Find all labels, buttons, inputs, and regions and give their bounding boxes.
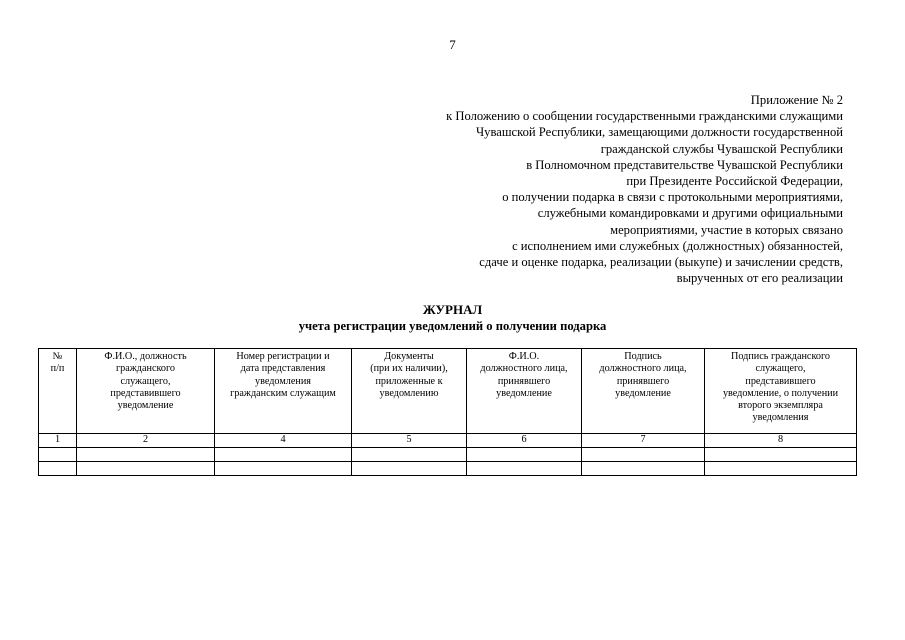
table-cell bbox=[467, 448, 582, 462]
table-cell bbox=[39, 448, 77, 462]
appendix-line: служебными командировками и другими официальными bbox=[537, 206, 843, 221]
journal-table bbox=[38, 348, 857, 476]
appendix-line: Приложение № 2 bbox=[750, 93, 843, 107]
appendix-line: с исполнением ими служебных (должностных) обязанностей, bbox=[512, 238, 843, 253]
appendix-line: к Положению о сообщении государственными гражданскими служащими bbox=[446, 109, 843, 124]
table-cell bbox=[467, 462, 582, 476]
table-cell bbox=[705, 462, 857, 476]
table-cell bbox=[582, 462, 705, 476]
table-cell bbox=[705, 448, 857, 462]
table-cell bbox=[77, 462, 215, 476]
appendix-line: вырученных от его реализации bbox=[676, 271, 843, 286]
table-header-row bbox=[39, 349, 857, 434]
header-cell-employee: Ф.И.О., должность гражданского служащего, представившего уведомление bbox=[77, 349, 215, 434]
header-cell-documents: Документы (при их наличии), приложенные к уведомлению bbox=[352, 349, 467, 434]
table-cell bbox=[39, 462, 77, 476]
header-cell-number: № п/п bbox=[39, 349, 77, 434]
appendix-line: сдаче и оценке подарка, реализации (выкупе) и зачислении средств, bbox=[479, 255, 843, 270]
column-number: 7 bbox=[582, 434, 705, 448]
table-cell bbox=[215, 448, 352, 462]
column-number: 2 bbox=[77, 434, 215, 448]
journal-subtitle: учета регистрации уведомлений о получении подарка bbox=[298, 319, 607, 333]
appendix-heading bbox=[323, 92, 843, 286]
column-number-row bbox=[39, 434, 857, 448]
header-cell-official: Ф.И.О. должностного лица, принявшего уведомление bbox=[467, 349, 582, 434]
column-number: 5 bbox=[352, 434, 467, 448]
table-cell bbox=[215, 462, 352, 476]
table-cell bbox=[77, 448, 215, 462]
header-cell-registration: Номер регистрации и дата представления уведомления гражданским служащим bbox=[215, 349, 352, 434]
appendix-line: при Президенте Российской Федерации, bbox=[626, 174, 843, 189]
appendix-line: Чувашской Республики, замещающими должности государственной bbox=[475, 125, 843, 140]
appendix-line: мероприятиями, участие в которых связано bbox=[610, 222, 843, 237]
header-cell-employee-signature: Подпись гражданского служащего, представившего уведомление, о получении второго экземпляра уведомления bbox=[705, 349, 857, 434]
page-number: 7 bbox=[449, 37, 456, 52]
column-number: 1 bbox=[39, 434, 77, 448]
column-number: 6 bbox=[467, 434, 582, 448]
journal-title: ЖУРНАЛ bbox=[422, 302, 483, 317]
column-number: 8 bbox=[705, 434, 857, 448]
table-cell bbox=[352, 448, 467, 462]
header-cell-official-signature: Подпись должностного лица, принявшего уведомление bbox=[582, 349, 705, 434]
appendix-line: гражданской службы Чувашской Республики bbox=[600, 141, 843, 156]
table-cell bbox=[582, 448, 705, 462]
table-row bbox=[39, 448, 857, 462]
column-number: 4 bbox=[215, 434, 352, 448]
appendix-line: в Полномочном представительстве Чувашской Республики bbox=[526, 157, 843, 172]
table-cell bbox=[352, 462, 467, 476]
table-row bbox=[39, 462, 857, 476]
appendix-line: о получении подарка в связи с протокольными мероприятиями, bbox=[502, 190, 843, 205]
